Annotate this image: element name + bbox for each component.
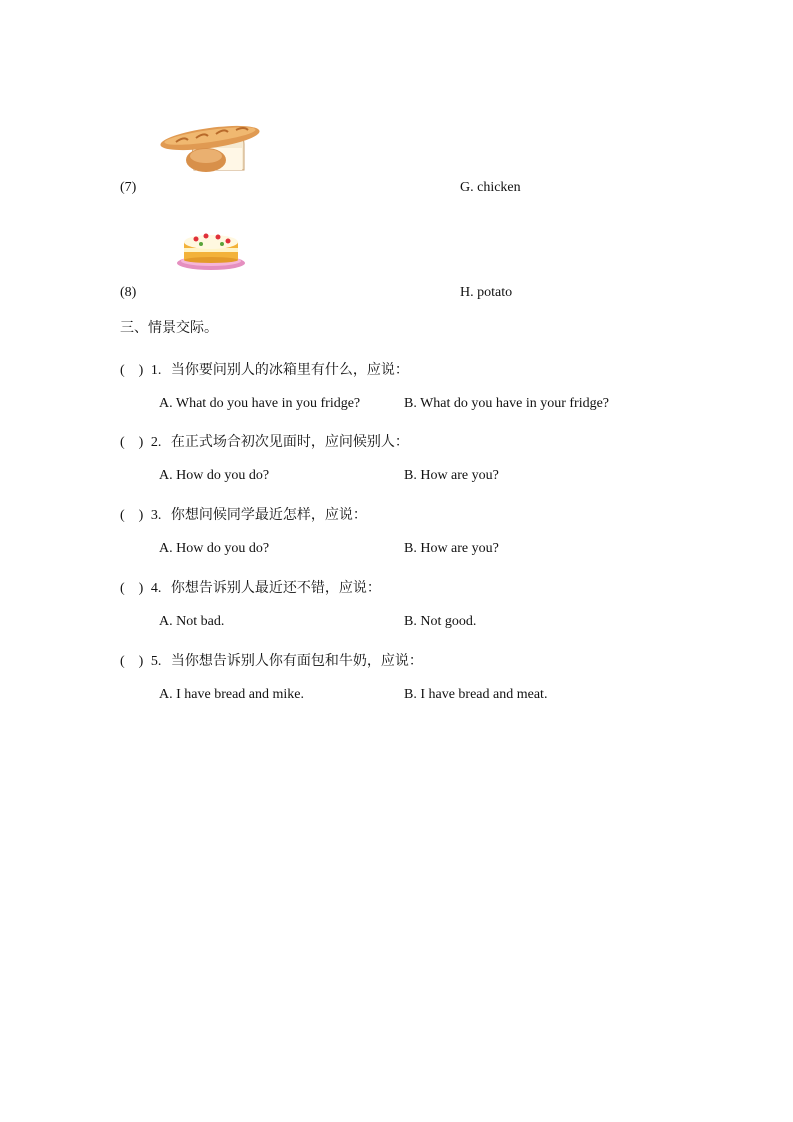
answer-blank[interactable]: ( ): [120, 435, 144, 450]
question-row: [120, 359, 409, 379]
question-prompt: 当你想告诉别人你有面包和牛奶，应说：: [170, 653, 423, 669]
question-number: 5.: [150, 654, 162, 669]
option-b: B. Not good.: [404, 614, 477, 629]
question-row: [120, 504, 367, 524]
answer-blank[interactable]: ( ): [120, 508, 144, 523]
option-a: A. I have bread and mike.: [159, 687, 304, 702]
option-b: B. I have bread and meat.: [404, 687, 548, 702]
question-number: 3.: [150, 508, 162, 523]
question-row: [120, 650, 423, 670]
question-row: [120, 431, 409, 451]
question-prompt: 你想问候同学最近怎样，应说：: [170, 507, 367, 523]
question-number: 4.: [150, 581, 162, 596]
option-b: B. How are you?: [404, 541, 499, 556]
question-prompt: 当你要问别人的冰箱里有什么，应说：: [170, 362, 409, 378]
item-number: (8): [120, 285, 137, 300]
option-b: B. What do you have in your fridge?: [404, 396, 610, 411]
section-title: 三、情景交际。: [120, 320, 218, 336]
answer-blank[interactable]: ( ): [120, 363, 144, 378]
bread-icon: [158, 118, 262, 174]
question-row: [120, 577, 381, 597]
cake-icon: [174, 226, 248, 272]
option-text: H. potato: [460, 285, 513, 300]
option-a: A. Not bad.: [159, 614, 225, 629]
question-prompt: 在正式场合初次见面时，应问候别人：: [170, 434, 409, 450]
option-b: B. How are you?: [404, 468, 499, 483]
item-number: (7): [120, 180, 137, 195]
question-number: 1.: [150, 363, 162, 378]
answer-blank[interactable]: ( ): [120, 581, 144, 596]
option-a: A. How do you do?: [159, 541, 270, 556]
answer-blank[interactable]: ( ): [120, 654, 144, 669]
question-prompt: 你想告诉别人最近还不错，应说：: [170, 580, 381, 596]
option-text: G. chicken: [460, 180, 521, 195]
question-number: 2.: [150, 435, 162, 450]
option-a: A. How do you do?: [159, 468, 270, 483]
option-a: A. What do you have in you fridge?: [159, 396, 361, 411]
